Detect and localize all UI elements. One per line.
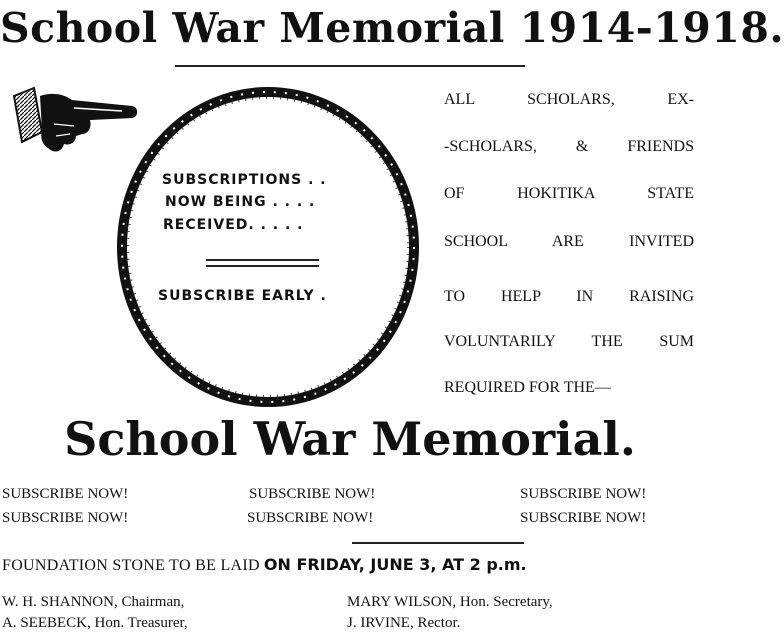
now-being-line: NOW BEING . . . .: [165, 194, 316, 210]
subscribe-now-text: SUBSCRIBE NOW!: [2, 510, 129, 526]
circle-double-rule: [206, 259, 319, 267]
officer-chairman: W. H. SHANNON, Chairman,: [2, 594, 185, 610]
subscribe-now-text: SUBSCRIBE NOW!: [2, 486, 129, 502]
subscribe-early-line: SUBSCRIBE EARLY .: [158, 288, 327, 304]
officer-treasurer: A. SEEBECK, Hon. Treasurer,: [2, 615, 188, 631]
appeal-line: REQUIRED FOR THE—: [444, 379, 611, 396]
officer-secretary: MARY WILSON, Hon. Secretary,: [347, 594, 553, 610]
appeal-line: TO HELP IN RAISING: [444, 288, 694, 305]
foundation-date: ON FRIDAY, JUNE 3, AT 2 p.m.: [263, 555, 527, 574]
foundation-text: FOUNDATION STONE TO BE LAID: [2, 557, 260, 574]
received-line: RECEIVED. . . . .: [163, 217, 304, 233]
officer-rector: J. IRVINE, Rector.: [347, 615, 461, 631]
appeal-line: SCHOOL ARE INVITED: [444, 233, 694, 250]
appeal-line: -SCHOLARS, & FRIENDS: [444, 138, 694, 155]
subscribe-now-text: SUBSCRIBE NOW!: [520, 510, 647, 526]
foundation-notice: [2, 555, 527, 575]
appeal-line: OF HOKITIKA STATE: [444, 185, 694, 202]
appeal-line: VOLUNTARILY THE SUM: [444, 333, 694, 350]
subscriptions-line: SUBSCRIPTIONS . .: [162, 172, 327, 188]
page-title: School War Memorial 1914-1918.: [0, 4, 784, 52]
appeal-line: ALL SCHOLARS, EX-: [444, 91, 694, 108]
section-divider: [352, 542, 524, 544]
subscribe-now-text: SUBSCRIBE NOW!: [249, 486, 376, 502]
subscription-circle: [112, 82, 424, 412]
subscribe-now-text: SUBSCRIBE NOW!: [520, 486, 647, 502]
memorial-heading: School War Memorial.: [64, 412, 636, 466]
title-divider: [175, 65, 525, 67]
subscribe-now-text: SUBSCRIBE NOW!: [247, 510, 374, 526]
